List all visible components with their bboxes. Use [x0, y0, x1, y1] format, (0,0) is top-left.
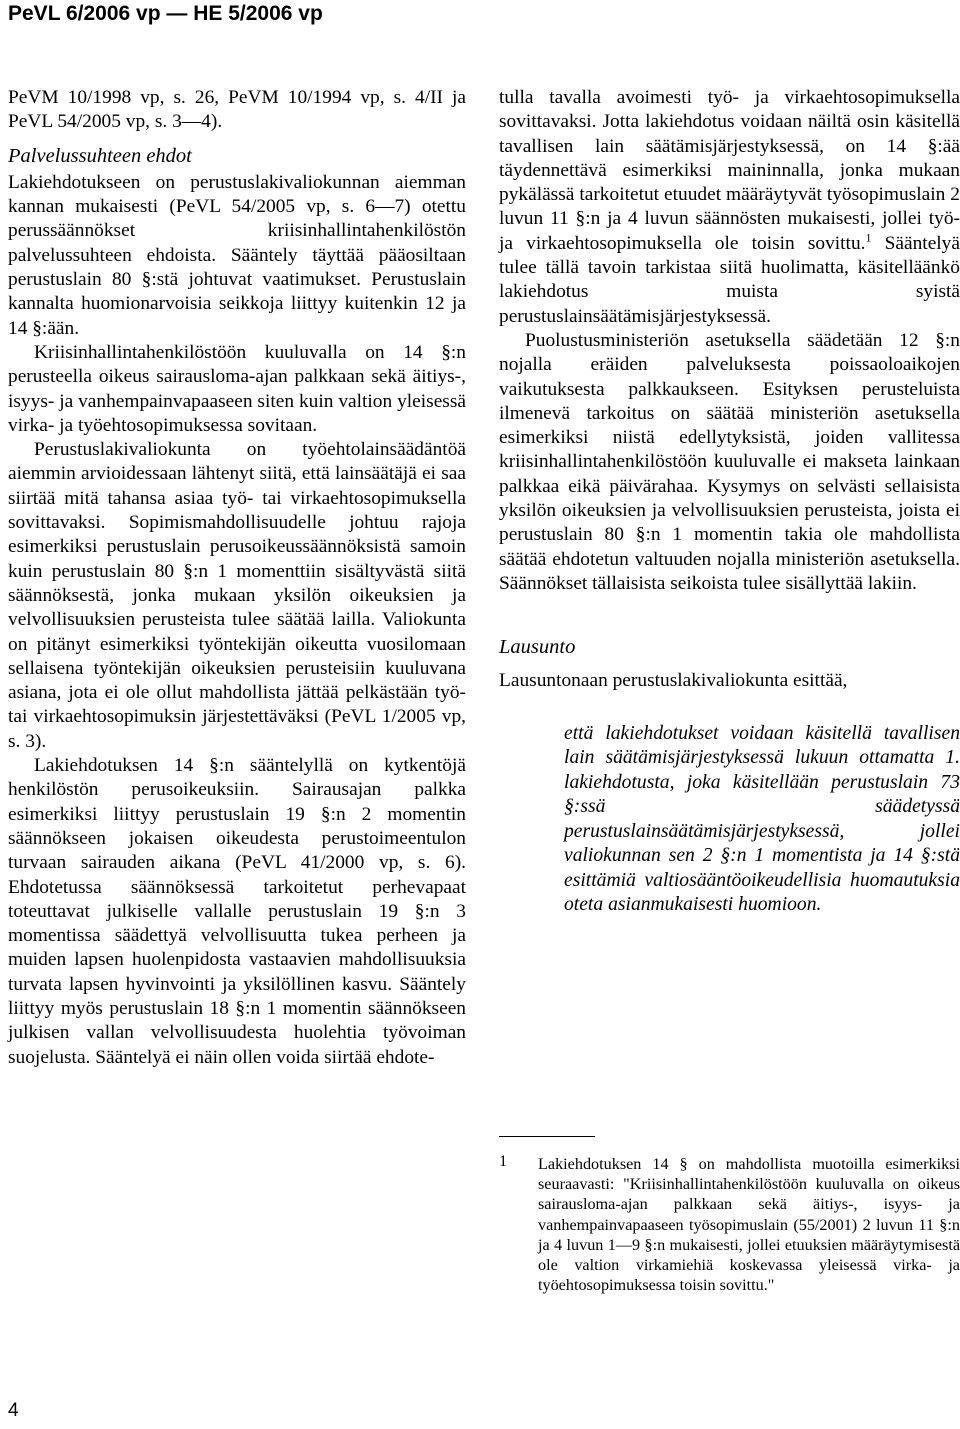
statement-intro: Lausuntonaan perustuslakivaliokunta esittää, [499, 669, 848, 691]
footnote-text: Lakiehdotuksen 14 § on mahdollista muotoilla esimerkiksi seuraavasti: "Kriisinhallintahenkilöstöön kuuluvalla on oikeus sairausloma-ajan palkkaan sekä äitiys-, isyys- ja vanhempainvapaaseen työsopimuslain (55/2001) 2 luvun 11 §:n ja 4 luvun 1—9 §:n mukaisesti, jollei etuuksien määräytymisestä ole valtion virkamiehiä koskevassa yleisessä virka- ja työehtosopimuksessa toisin sovittu." [538, 1155, 960, 1295]
paragraph-text: Sääntelyä tulee tällä tavoin tarkistaa siitä huolimatta, käsitelläänkö lakiehdotus muista syistä perustuslainsäätämisjärjestyksessä. [499, 232, 960, 327]
right-column [499, 86, 960, 918]
page-number: 4 [8, 1400, 19, 1421]
paragraph: Lakiehdotukseen on perustuslakivaliokunnan aiemman kannan mukaisesti (PeVL 54/2005 vp, s. 6—7) otettu perussäännökset kriisinhallintahenkilöstön palvelussuhteen ehdoista. Sääntely täyttää pääosiltaan perustuslain 80 §:stä johtuvat vaatimukset. Perustuslain kannalta huomionarvoisia seikkoja liittyy kuitenkin 12 ja 14 §:ään. [8, 171, 466, 339]
running-header: PeVL 6/2006 vp — HE 5/2006 vp [8, 2, 323, 25]
footnote [499, 1154, 960, 1295]
section-heading: Palvelussuhteen ehdot [8, 144, 192, 167]
paragraph: Lakiehdotuksen 14 §:n sääntelyllä on kytkentöjä henkilöstön perusoikeuksiin. Sairausajan palkka esimerkiksi liittyy perustuslain 19 §:n 2 momentin säännökseen jokaisen oikeudesta perustoimeentulon turvaan sairauden aikana (PeVL 41/2000 vp, s. 6). Ehdotetussa säännöksessä tarkoitetut perhevapaat toteuttavat julkiselle vallalle perustuslain 19 §:n 3 momentissa säädettyä velvollisuutta tukea perheen ja muiden lapsen huolenpidosta vastaavien mahdollisuuksia turvata lapsen hyvinvointi ja yksilöllinen kasvu. Sääntely liittyy myös perustuslain 18 §:n 1 momentin säännökseen julkisen vallan velvollisuudesta huolehtia työvoiman suojelusta. Sääntelyä ei näin ollen voida siirtää ehdote- [8, 755, 466, 1068]
paragraph: Puolustusministeriön asetuksella säädetään 12 §:n nojalla eräiden palveluksesta poissaoloaikojen vaikutuksesta palkkaukseen. Esityksen perusteluista ilmenevä tarkoitus on säätää ministeriön asetuksella esimerkiksi niistä edellytyksistä, joiden vallitessa kriisinhallintahenkilöstöön kuuluvalle ei makseta lainkaan palkkaa eikä päivärahaa. Kysymys on selvästi sellaisista yksilön oikeuksien ja velvollisuuksien perusteista, joista ei perustuslain 80 §:n 1 momentin takia ole mahdollista säätää ehdotetun valtuuden nojalla ministeriön asetuksella. Säännökset tällaisista seikoista tulee sisällyttää lakiin. [499, 329, 960, 594]
footnote-divider [499, 1136, 595, 1137]
paragraph-continuation [499, 86, 960, 329]
paragraph-text: tulla tavalla avoimesti työ- ja virkaehtosopimuksella sovittavaksi. Jotta lakiehdotus voidaan näiltä osin käsitellä tavallisen lain säätämisjärjestyksessä, on 14 §:ää täydennettävä esimerkiksi maininnalla, jonka mukaan pykälässä tarkoitetut etuudet määräytyvät työsopimuslain 2 luvun 11 §:n ja 4 luvun säännösten mukaisesti, jollei työ- ja virkaehtosopimuksella ole toisin sovittu. [499, 87, 960, 254]
left-column [8, 86, 466, 1070]
statement: että lakiehdotukset voidaan käsitellä tavallisen lain säätämisjärjestyksessä lukuun ottamatta 1. lakiehdotusta, joka käsitellään perustuslain 73 §:ssä säädetyssä perustuslainsäätämisjärjestyksessä, jollei valiokunnan sen 2 §:n 1 momentista ja 14 §:stä esittämiä valtiosääntöoikeudellisia huomautuksia oteta asianmukaisesti huomioon. [564, 722, 960, 916]
paragraph: Perustuslakivaliokunta on työehtolainsäädäntöä aiemmin arvioidessaan lähtenyt siitä, että lainsäätäjä ei saa siirtää mitä tahansa asiaa työ- tai virkaehtosopimuksella sovittavaksi. Sopimismahdollisuudelle johtuu rajoja esimerkiksi perustuslain perusoikeussäännöksistä samoin kuin perustuslain 80 §:n 1 momenttiin sisältyvästä siitä säännöksestä, jonka mukaan yksilön oikeuksien ja velvollisuuksien perusteista tulee säätää lailla. Valiokunta on pitänyt esimerkiksi työntekijän oikeutta vuosilomaan sellaisena työntekijän oikeuksien perusteisiin kuuluvana asiana, jota ei ole ollut mahdollista jättää pelkästään työ- tai virkaehtosopimuksin järjestettäväksi (PeVL 1/2005 vp, s. 3). [8, 439, 466, 752]
footnote-reference[interactable]: 1 [865, 230, 872, 245]
paragraph: PeVM 10/1998 vp, s. 26, PeVM 10/1994 vp, s. 4/II ja PeVL 54/2005 vp, s. 3—4). [8, 87, 466, 133]
footnote-number: 1 [499, 1152, 508, 1170]
section-heading: Lausunto [499, 636, 576, 659]
paragraph: Kriisinhallintahenkilöstöön kuuluvalla on 14 §:n perusteella oikeus sairausloma-ajan palkkaan sekä äitiys-, isyys- ja vanhempainvapaaseen siten kuin valtion yleisessä virka- ja työehtosopimuksessa sovitaan. [8, 341, 466, 436]
